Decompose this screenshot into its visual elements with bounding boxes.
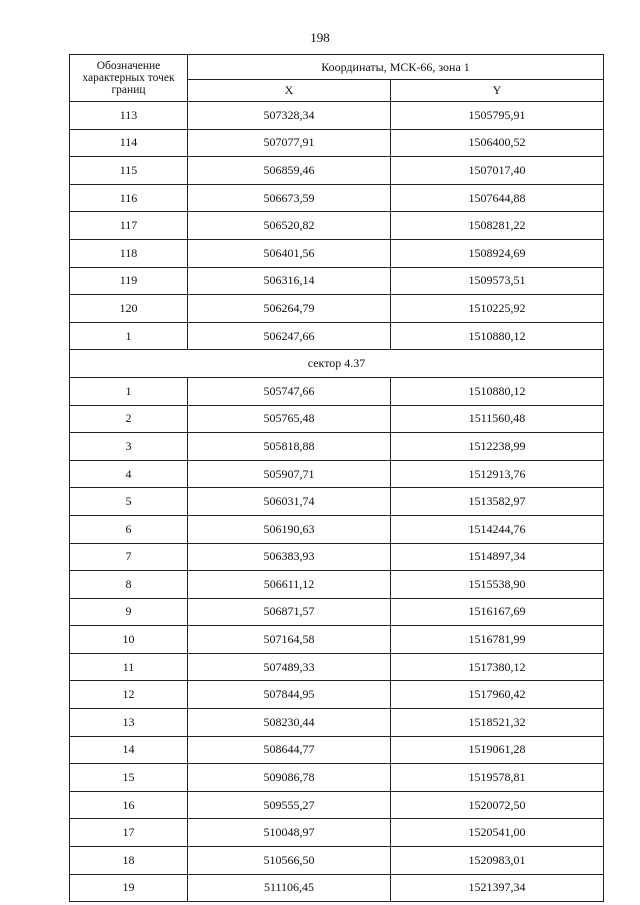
- x-coordinate-cell: 508644,77: [188, 736, 391, 764]
- y-coordinate-cell: 1514897,34: [391, 543, 604, 571]
- x-column-header: X: [188, 80, 391, 102]
- table-row: [70, 460, 604, 488]
- y-coordinate-cell: 1519578,81: [391, 764, 604, 792]
- table-row: [70, 157, 604, 185]
- table-row: [70, 874, 604, 902]
- y-coordinate-cell: 1508924,69: [391, 239, 604, 267]
- x-coordinate-cell: 506031,74: [188, 488, 391, 516]
- point-id-cell: 12: [70, 681, 188, 709]
- y-coordinate-cell: 1510225,92: [391, 295, 604, 323]
- table-row: [70, 295, 604, 323]
- point-id-cell: 120: [70, 295, 188, 323]
- point-id-cell: 115: [70, 157, 188, 185]
- section-block: [70, 350, 604, 378]
- x-coordinate-cell: 507164,58: [188, 626, 391, 654]
- x-coordinate-cell: 509555,27: [188, 791, 391, 819]
- x-coordinate-cell: 506673,59: [188, 184, 391, 212]
- table-row: [70, 626, 604, 654]
- x-coordinate-cell: 507077,91: [188, 129, 391, 157]
- x-coordinate-cell: 505818,88: [188, 433, 391, 461]
- point-id-cell: 6: [70, 515, 188, 543]
- x-coordinate-cell: 511106,45: [188, 874, 391, 902]
- coordinates-table: [69, 54, 604, 902]
- y-coordinate-cell: 1505795,91: [391, 102, 604, 130]
- table-row: [70, 736, 604, 764]
- y-coordinate-cell: 1507644,88: [391, 184, 604, 212]
- table-row: [70, 515, 604, 543]
- table-row: [70, 102, 604, 130]
- table-row: [70, 847, 604, 875]
- point-id-cell: 113: [70, 102, 188, 130]
- y-coordinate-cell: 1517960,42: [391, 681, 604, 709]
- y-coordinate-cell: 1521397,34: [391, 874, 604, 902]
- point-id-cell: 9: [70, 598, 188, 626]
- x-coordinate-cell: 509086,78: [188, 764, 391, 792]
- table-row: [70, 239, 604, 267]
- point-id-cell: 7: [70, 543, 188, 571]
- table-row: [70, 653, 604, 681]
- point-id-cell: 13: [70, 709, 188, 737]
- y-coordinate-cell: 1510880,12: [391, 377, 604, 405]
- point-id-cell: 8: [70, 571, 188, 599]
- y-coordinate-cell: 1515538,90: [391, 571, 604, 599]
- y-coordinate-cell: 1508281,22: [391, 212, 604, 240]
- point-id-cell: 19: [70, 874, 188, 902]
- y-coordinate-cell: 1518521,32: [391, 709, 604, 737]
- x-coordinate-cell: 505765,48: [188, 405, 391, 433]
- table-row: [70, 433, 604, 461]
- coordinates-system-header: Координаты, МСК-66, зона 1: [188, 55, 604, 80]
- y-coordinate-cell: 1509573,51: [391, 267, 604, 295]
- section-title: сектор 4.37: [70, 350, 604, 378]
- x-coordinate-cell: 506383,93: [188, 543, 391, 571]
- table-row: [70, 543, 604, 571]
- point-id-cell: 4: [70, 460, 188, 488]
- y-coordinate-cell: 1520983,01: [391, 847, 604, 875]
- table-row: [70, 709, 604, 737]
- rows-before-section: [70, 102, 604, 350]
- y-coordinate-cell: 1507017,40: [391, 157, 604, 185]
- point-id-cell: 117: [70, 212, 188, 240]
- point-id-cell: 119: [70, 267, 188, 295]
- x-coordinate-cell: 506190,63: [188, 515, 391, 543]
- y-coordinate-cell: 1512913,76: [391, 460, 604, 488]
- table-row: [70, 598, 604, 626]
- x-coordinate-cell: 505747,66: [188, 377, 391, 405]
- point-id-cell: 5: [70, 488, 188, 516]
- point-id-cell: 116: [70, 184, 188, 212]
- x-coordinate-cell: 506611,12: [188, 571, 391, 599]
- table-row: [70, 571, 604, 599]
- x-coordinate-cell: 506316,14: [188, 267, 391, 295]
- y-column-header: Y: [391, 80, 604, 102]
- point-id-cell: 17: [70, 819, 188, 847]
- point-id-cell: 2: [70, 405, 188, 433]
- point-id-cell: 114: [70, 129, 188, 157]
- point-id-cell: 14: [70, 736, 188, 764]
- table-row: [70, 819, 604, 847]
- x-coordinate-cell: 506264,79: [188, 295, 391, 323]
- x-coordinate-cell: 507489,33: [188, 653, 391, 681]
- x-coordinate-cell: 506401,56: [188, 239, 391, 267]
- table-row: [70, 488, 604, 516]
- point-id-cell: 16: [70, 791, 188, 819]
- point-id-cell: 10: [70, 626, 188, 654]
- x-coordinate-cell: 510048,97: [188, 819, 391, 847]
- table-row: [70, 681, 604, 709]
- point-id-cell: 118: [70, 239, 188, 267]
- y-coordinate-cell: 1517380,12: [391, 653, 604, 681]
- y-coordinate-cell: 1516781,99: [391, 626, 604, 654]
- table-row: [70, 184, 604, 212]
- rows-after-section: [70, 377, 604, 901]
- y-coordinate-cell: 1519061,28: [391, 736, 604, 764]
- y-coordinate-cell: 1516167,69: [391, 598, 604, 626]
- point-designation-header: Обозначение характерных точек границ: [70, 55, 188, 102]
- table-row: [70, 212, 604, 240]
- x-coordinate-cell: 506520,82: [188, 212, 391, 240]
- x-coordinate-cell: 507844,95: [188, 681, 391, 709]
- point-id-cell: 1: [70, 322, 188, 350]
- table-row: [70, 322, 604, 350]
- table-row: [70, 129, 604, 157]
- x-coordinate-cell: 506247,66: [188, 322, 391, 350]
- x-coordinate-cell: 506859,46: [188, 157, 391, 185]
- x-coordinate-cell: 508230,44: [188, 709, 391, 737]
- table-row: [70, 791, 604, 819]
- table-row: [70, 405, 604, 433]
- y-coordinate-cell: 1510880,12: [391, 322, 604, 350]
- x-coordinate-cell: 505907,71: [188, 460, 391, 488]
- point-id-cell: 11: [70, 653, 188, 681]
- y-coordinate-cell: 1520541,00: [391, 819, 604, 847]
- point-id-cell: 18: [70, 847, 188, 875]
- y-coordinate-cell: 1506400,52: [391, 129, 604, 157]
- table-row: [70, 377, 604, 405]
- y-coordinate-cell: 1512238,99: [391, 433, 604, 461]
- point-id-cell: 15: [70, 764, 188, 792]
- x-coordinate-cell: 510566,50: [188, 847, 391, 875]
- table-row: [70, 764, 604, 792]
- x-coordinate-cell: 507328,34: [188, 102, 391, 130]
- point-id-cell: 1: [70, 377, 188, 405]
- y-coordinate-cell: 1514244,76: [391, 515, 604, 543]
- page-number: 198: [310, 30, 330, 45]
- y-coordinate-cell: 1513582,97: [391, 488, 604, 516]
- point-id-cell: 3: [70, 433, 188, 461]
- y-coordinate-cell: 1511560,48: [391, 405, 604, 433]
- table-row: [70, 267, 604, 295]
- x-coordinate-cell: 506871,57: [188, 598, 391, 626]
- y-coordinate-cell: 1520072,50: [391, 791, 604, 819]
